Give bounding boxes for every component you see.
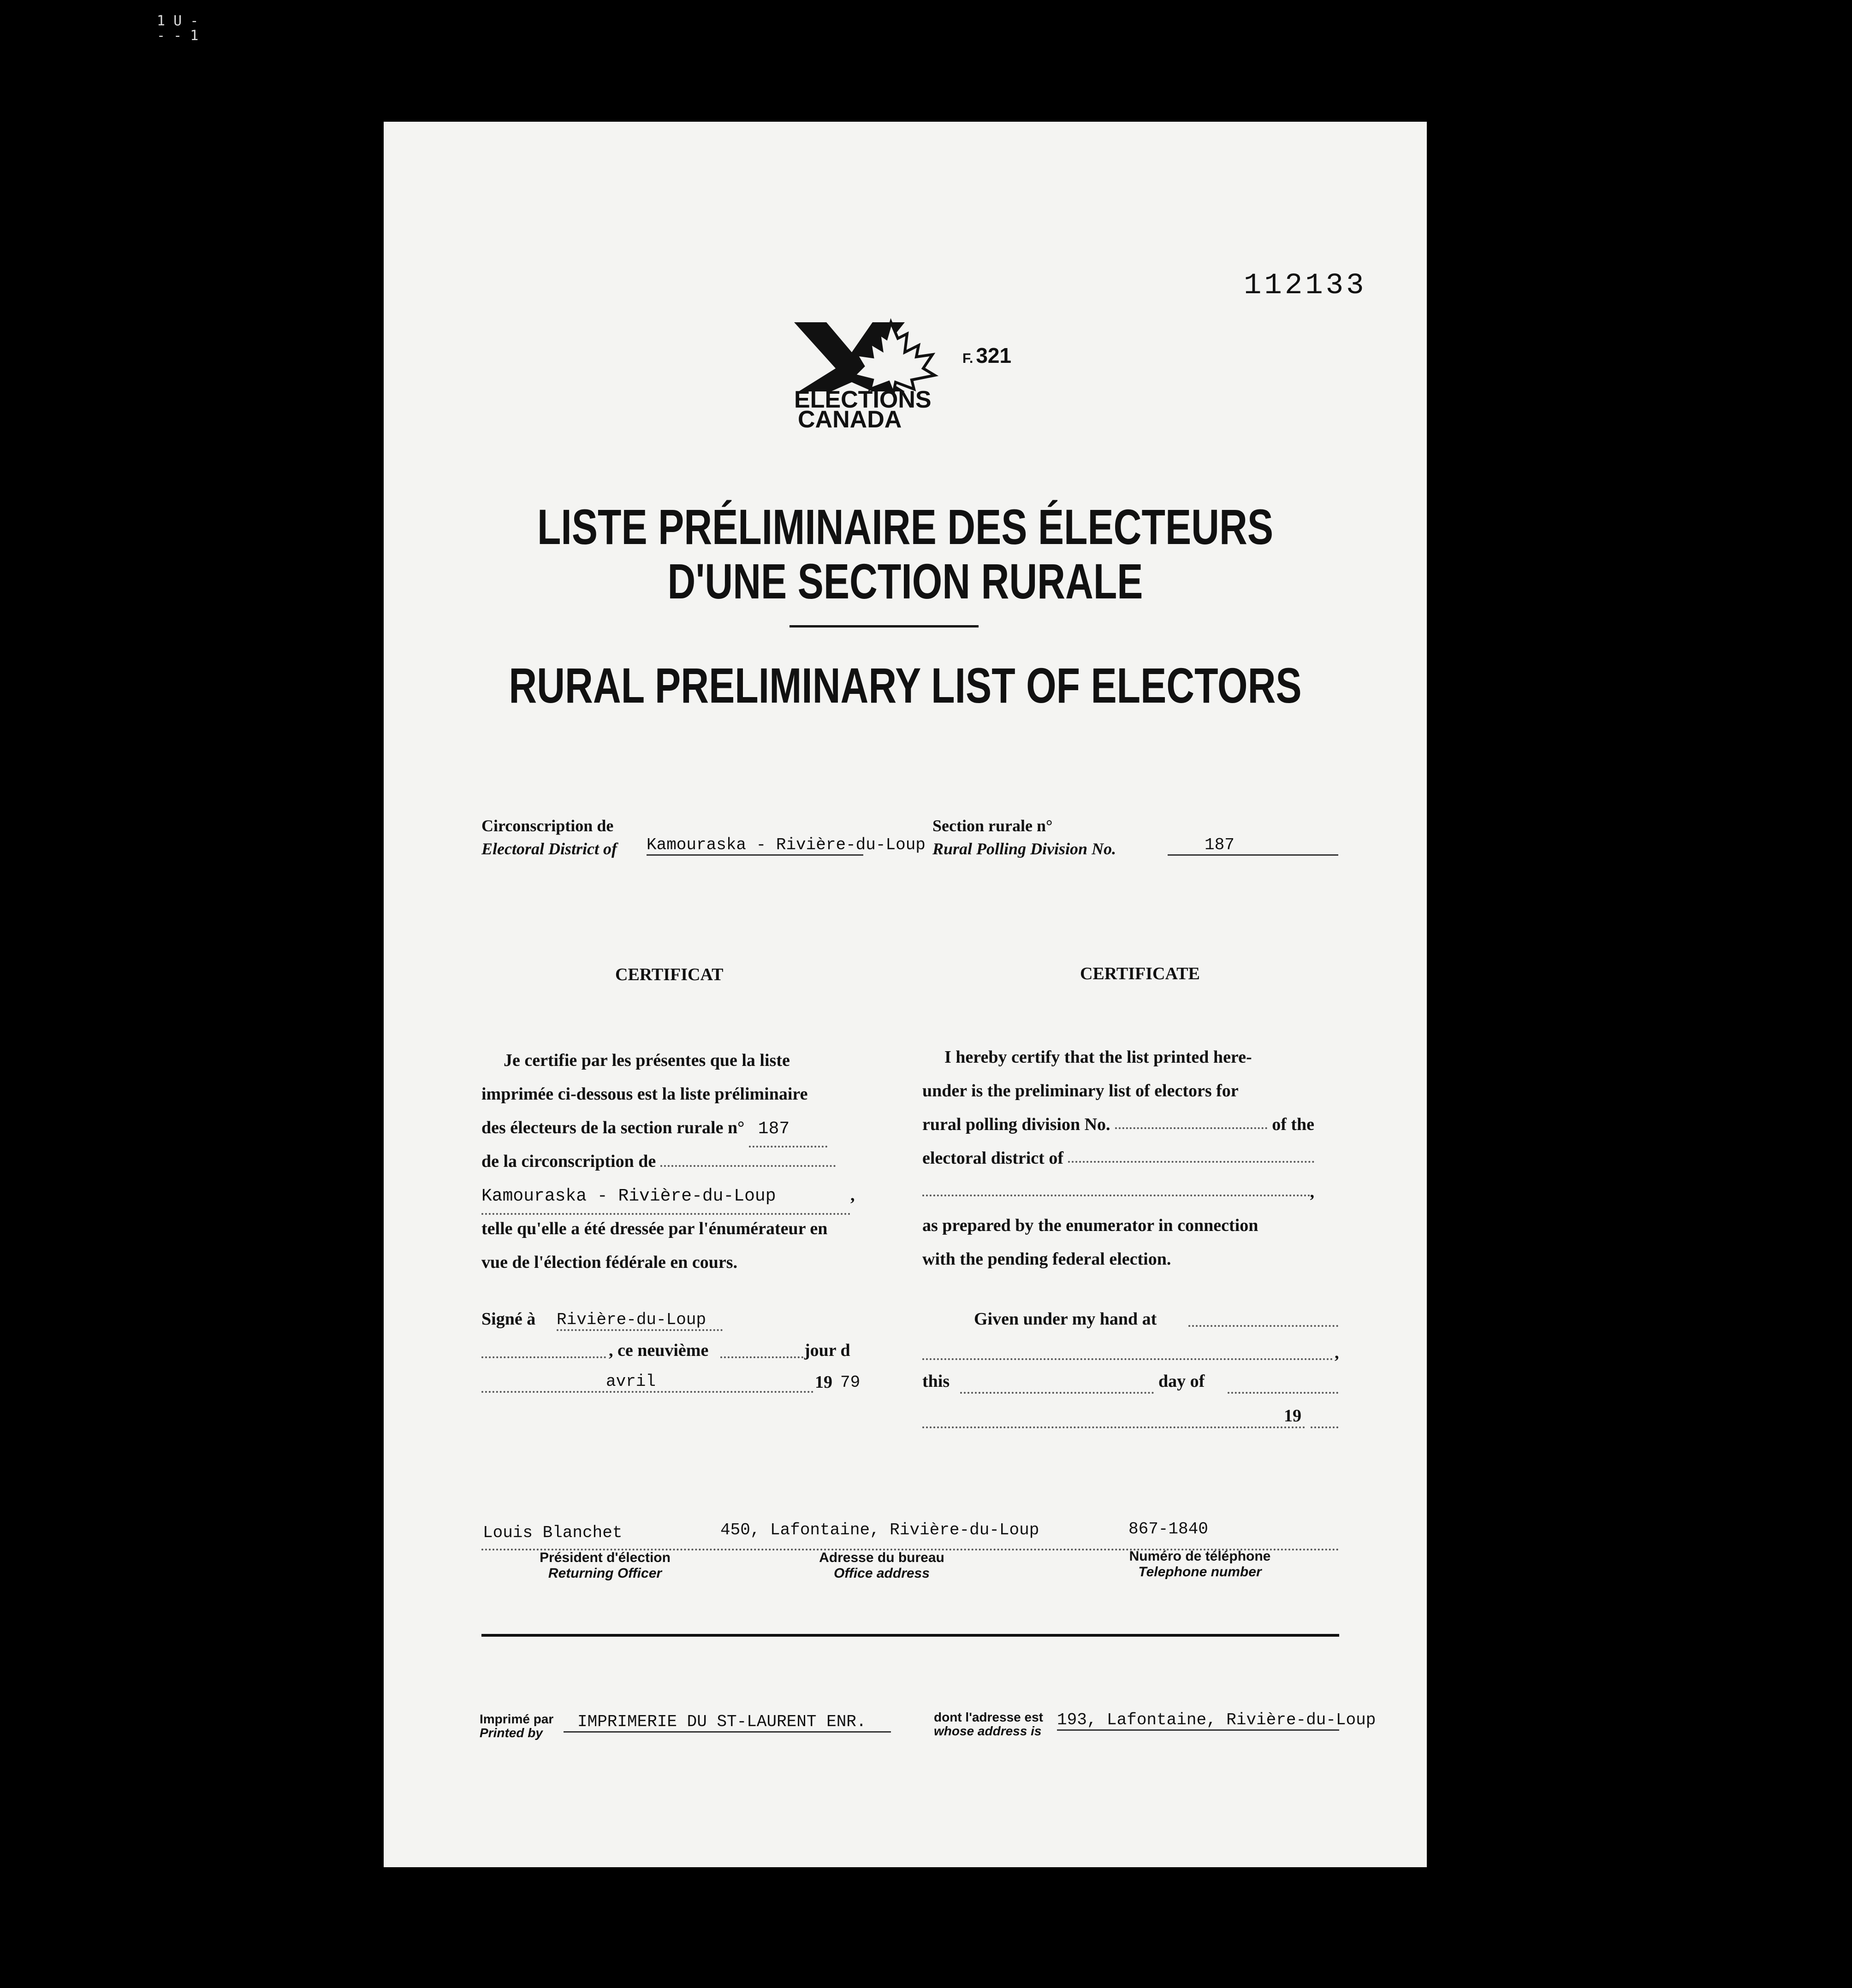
certificat-body bbox=[481, 1044, 873, 1279]
year-fill-line bbox=[922, 1422, 1305, 1428]
officer-caption bbox=[522, 1550, 688, 1581]
district-label-fr: Circonscription de bbox=[481, 816, 614, 835]
certificat-heading: CERTIFICAT bbox=[615, 965, 724, 984]
certificate-line1: I hereby certify that the list printed here- bbox=[944, 1047, 1252, 1067]
signed-place-value: Rivière-du-Loup bbox=[557, 1310, 723, 1331]
form-number bbox=[962, 343, 1011, 368]
this-label: this bbox=[922, 1372, 950, 1391]
certificate-body bbox=[922, 1041, 1314, 1276]
logo-text-elections: ELECTIONS bbox=[794, 386, 932, 413]
division-value: 187 bbox=[1168, 835, 1338, 856]
certificat-line3 bbox=[481, 1111, 873, 1145]
certificat-line6: telle qu'elle a été dressée par l'énumérateur en bbox=[481, 1219, 828, 1238]
district-value: Kamouraska - Rivière-du-Loup bbox=[647, 835, 863, 856]
office-address-value: 450, Lafontaine, Rivière-du-Loup bbox=[720, 1521, 1039, 1539]
division-label-en: Rural Polling Division No. bbox=[932, 840, 1116, 858]
title-french bbox=[499, 500, 1312, 609]
section-divider bbox=[481, 1634, 1339, 1637]
district-fill-value: Kamouraska - Rivière-du-Loup bbox=[481, 1179, 850, 1215]
certificat-line2: imprimée ci-dessous est la liste préliminaire bbox=[481, 1084, 808, 1104]
day-of-label: day of bbox=[1158, 1372, 1205, 1391]
certificat-line3-text: des électeurs de la section rurale n° bbox=[481, 1118, 745, 1137]
section-number-value: 187 bbox=[749, 1112, 827, 1148]
printer-label-en: Printed by bbox=[480, 1726, 543, 1740]
certificat-line1: Je certifie par les présentes que la liste bbox=[504, 1051, 790, 1070]
this-fill-line bbox=[960, 1387, 1154, 1394]
printer-address-label-en: whose address is bbox=[934, 1724, 1042, 1738]
printer-label bbox=[480, 1712, 553, 1740]
division-fill-line bbox=[1115, 1108, 1268, 1129]
certificate-line3 bbox=[922, 1108, 1314, 1142]
phone-caption bbox=[1117, 1549, 1283, 1580]
certificat-line7: vue de l'élection fédérale en cours. bbox=[481, 1253, 738, 1272]
form-number-value: 321 bbox=[976, 343, 1012, 367]
certificate-line3-text: rural polling division No. bbox=[922, 1115, 1110, 1134]
officer-caption-en: Returning Officer bbox=[548, 1566, 662, 1581]
title-english: RURAL PRELIMINARY LIST OF ELECTORS bbox=[509, 657, 1302, 713]
certificat-line5: Kamouraska - Rivière-du-Loup , bbox=[481, 1178, 873, 1212]
phone-value: 867-1840 bbox=[1128, 1520, 1208, 1538]
given-fill-line-2 bbox=[922, 1354, 1333, 1360]
title-divider bbox=[789, 625, 979, 627]
ce-text: , ce neuvième bbox=[609, 1341, 709, 1360]
year-suffix-value: 79 bbox=[840, 1373, 861, 1392]
certificate-line4-text: electoral district of bbox=[922, 1148, 1063, 1168]
given-fill-line bbox=[1188, 1320, 1338, 1327]
certificate-line2: under is the preliminary list of electors for bbox=[922, 1081, 1239, 1100]
certificate-line5: , bbox=[922, 1175, 1314, 1209]
address-caption-en: Office address bbox=[834, 1566, 930, 1581]
title-french-line1: LISTE PRÉLIMINAIRE DES ÉLECTEURS bbox=[537, 499, 1274, 555]
certificate-line6: as prepared by the enumerator in connection bbox=[922, 1216, 1258, 1235]
printer-address-label-fr: dont l'adresse est bbox=[934, 1710, 1043, 1724]
corner-mark: 1 U - - - 1 bbox=[157, 13, 199, 44]
form-page bbox=[384, 122, 1427, 1867]
form-prefix: F. bbox=[962, 351, 973, 366]
printer-address-value: 193, Lafontaine, Rivière-du-Loup bbox=[1057, 1710, 1339, 1731]
jour-fill-line bbox=[720, 1353, 803, 1358]
certificate-line7: with the pending federal election. bbox=[922, 1249, 1171, 1269]
division-label-fr: Section rurale n° bbox=[932, 816, 1053, 835]
printer-label-fr: Imprimé par bbox=[480, 1712, 554, 1726]
day-fill-line bbox=[481, 1353, 606, 1358]
title-french-line2: D'UNE SECTION RURALE bbox=[667, 553, 1143, 609]
phone-caption-fr: Numéro de téléphone bbox=[1129, 1549, 1271, 1564]
printer-address-label bbox=[934, 1710, 1043, 1738]
serial-number: 112133 bbox=[1244, 269, 1367, 302]
phone-caption-en: Telephone number bbox=[1138, 1564, 1262, 1580]
month-value: avril bbox=[481, 1372, 813, 1393]
address-caption bbox=[799, 1550, 965, 1581]
given-comma: , bbox=[1335, 1343, 1339, 1362]
certificate-line3-end: of the bbox=[1272, 1115, 1314, 1134]
address-caption-fr: Adresse du bureau bbox=[819, 1550, 944, 1565]
jour-text: jour d bbox=[804, 1341, 850, 1360]
district-en-fill-line bbox=[1068, 1142, 1314, 1163]
year-en-fill-line bbox=[1311, 1422, 1338, 1428]
officer-caption-fr: Président d'élection bbox=[540, 1550, 671, 1565]
logo-text-canada: CANADA bbox=[798, 406, 902, 433]
given-label: Given under my hand at bbox=[974, 1309, 1157, 1329]
district-fill-line bbox=[660, 1147, 836, 1167]
printer-name-value: IMPRIMERIE DU ST-LAURENT ENR. bbox=[564, 1712, 891, 1733]
certificate-heading: CERTIFICATE bbox=[1080, 964, 1200, 983]
certificate-line4 bbox=[922, 1142, 1314, 1175]
day-of-fill-line bbox=[1228, 1387, 1338, 1394]
certificat-line4 bbox=[481, 1145, 873, 1178]
district-label-en: Electoral District of bbox=[481, 840, 617, 858]
signed-label: Signé à bbox=[481, 1309, 536, 1329]
certificat-line4-text: de la circonscription de bbox=[481, 1152, 656, 1171]
district-en-fill-line-2 bbox=[922, 1175, 1310, 1196]
year-prefix-en: 19 bbox=[1284, 1406, 1301, 1426]
officer-name-value: Louis Blanchet bbox=[483, 1523, 623, 1542]
year-prefix-fr: 19 bbox=[815, 1373, 832, 1392]
